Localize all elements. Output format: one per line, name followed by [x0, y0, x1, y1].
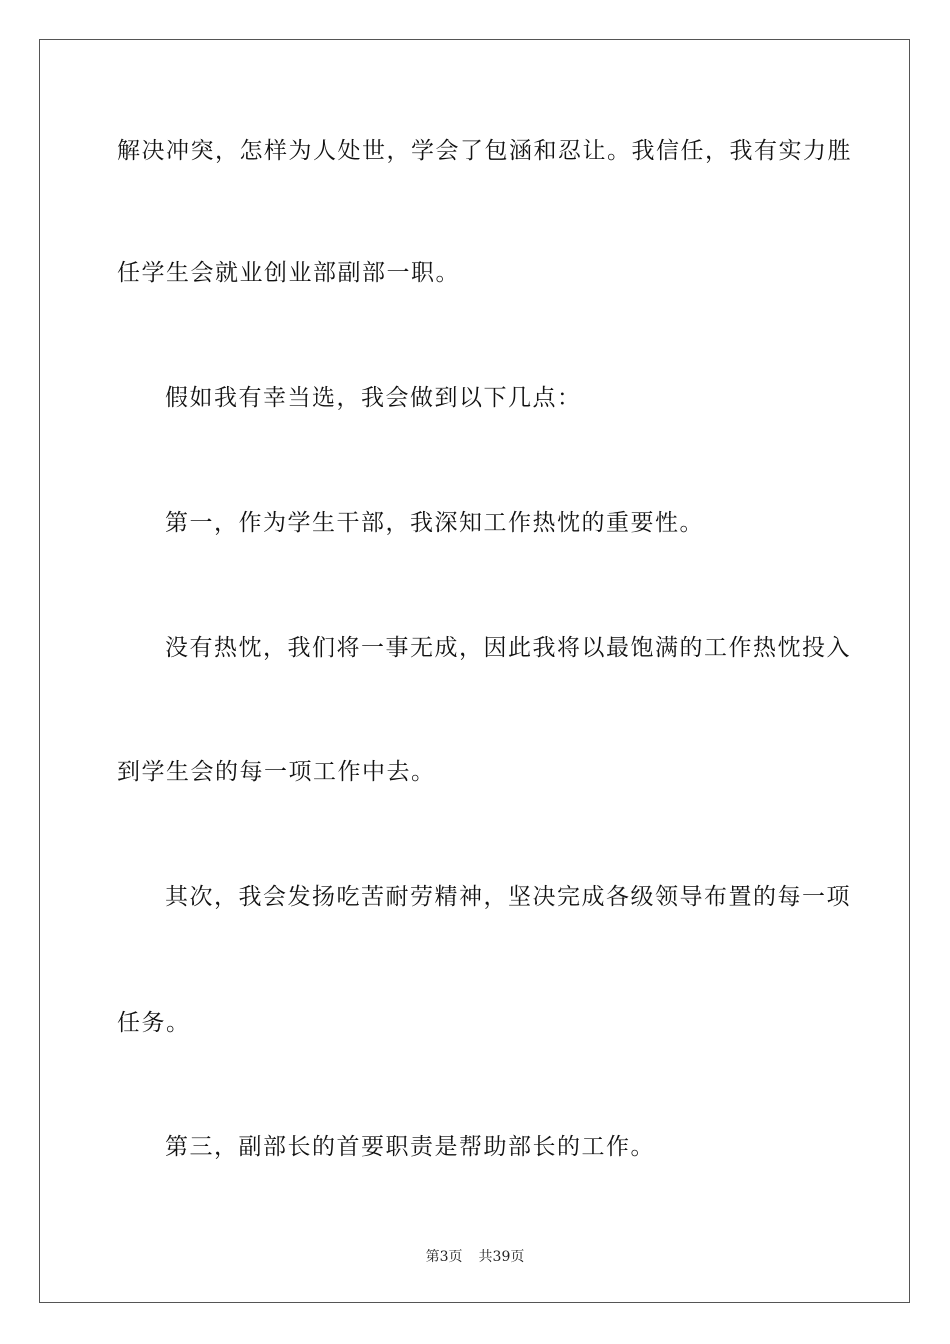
- body-line-9: 第三，副部长的首要职责是帮助部长的工作。: [165, 1134, 655, 1160]
- page-footer: [0, 1247, 950, 1267]
- page-total: 共39页: [478, 1249, 525, 1265]
- body-line-3: 假如我有幸当选，我会做到以下几点：: [165, 385, 582, 411]
- page-number: 第3页: [425, 1249, 463, 1265]
- body-line-2: 任学生会就业创业部副部一职。: [117, 260, 460, 286]
- body-line-5: 没有热忱，我们将一事无成，因此我将以最饱满的工作热忱投入: [165, 635, 851, 661]
- body-line-7: 其次，我会发扬吃苦耐劳精神，坚决完成各级领导布置的每一项: [165, 884, 851, 910]
- body-line-1: 解决冲突，怎样为人处世，学会了包涵和忍让。我信任，我有实力胜: [117, 138, 852, 164]
- body-line-4: 第一，作为学生干部，我深知工作热忱的重要性。: [165, 510, 704, 536]
- body-line-6: 到学生会的每一项工作中去。: [117, 759, 436, 785]
- page-border: [39, 39, 910, 1303]
- body-line-8: 任务。: [117, 1010, 191, 1036]
